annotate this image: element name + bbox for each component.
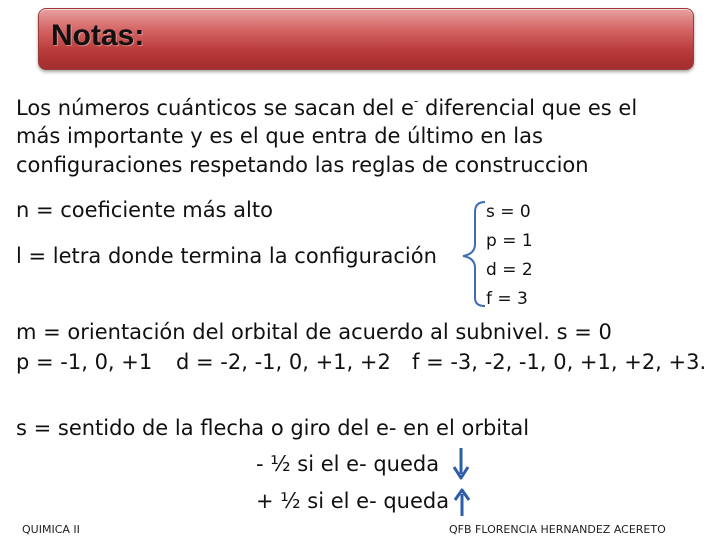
m-values-f: f = -3, -2, -1, 0, +1, +2, +3. bbox=[412, 350, 707, 374]
slide-title: Notas: bbox=[51, 19, 145, 52]
down-arrow-icon bbox=[452, 446, 472, 482]
intro-line-3: configuraciones respetando las reglas de construccion bbox=[16, 153, 589, 177]
intro-line-1 bbox=[16, 94, 638, 120]
intro-line-1-b: diferencial que es el bbox=[418, 96, 638, 120]
spin-down-text: - ½ si el e- queda bbox=[256, 452, 440, 476]
footer-author: QFB FLORENCIA HERNANDEZ ACERETO bbox=[449, 523, 666, 536]
definition-s: s = sentido de la flecha o giro del e- en el orbital bbox=[16, 416, 530, 440]
l-value-s: s = 0 bbox=[486, 202, 531, 222]
l-value-d: d = 2 bbox=[486, 260, 533, 280]
spin-up-text: + ½ si el e- queda bbox=[256, 489, 450, 513]
electron-superscript: - bbox=[413, 94, 419, 108]
l-value-p: p = 1 bbox=[486, 231, 533, 251]
intro-line-2: más importante y es el que entra de último en las bbox=[16, 124, 543, 148]
definition-l: l = letra donde termina la configuración bbox=[16, 244, 437, 268]
l-value-f: f = 3 bbox=[486, 289, 528, 309]
definition-n: n = coeficiente más alto bbox=[16, 198, 273, 222]
up-arrow-icon bbox=[453, 488, 473, 518]
definition-m: m = orientación del orbital de acuerdo al subnivel. s = 0 bbox=[16, 320, 612, 344]
footer-course: QUIMICA II bbox=[22, 523, 80, 536]
title-banner bbox=[38, 8, 694, 70]
m-values-p: p = -1, 0, +1 bbox=[16, 350, 153, 374]
m-values-d: d = -2, -1, 0, +1, +2 bbox=[176, 350, 391, 374]
intro-line-1-a: Los números cuánticos se sacan del e bbox=[16, 96, 414, 120]
